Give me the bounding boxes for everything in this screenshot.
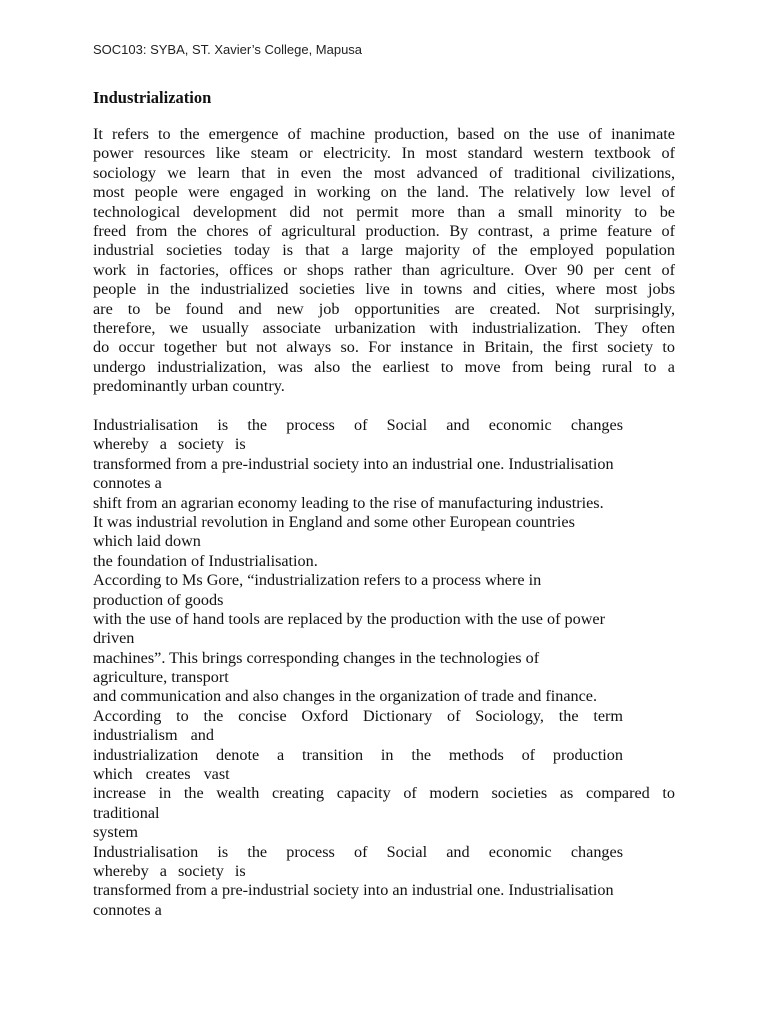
paragraph-line: production of goods xyxy=(93,590,224,609)
paragraph-line: According to the concise Oxford Dictionary of Sociology, the term xyxy=(93,706,623,725)
paragraph-line: Industrialisation is the process of Social and economic changes xyxy=(93,842,623,861)
paragraph-line: people in the industrialized societies live in towns and cities, where most jobs xyxy=(93,280,675,299)
paragraph-line: which creates vast xyxy=(93,765,230,784)
paragraph-line: It was industrial revolution in England and some other European countries xyxy=(93,512,575,531)
section-title: Industrialization xyxy=(93,88,212,107)
paragraph-line: system xyxy=(93,823,138,842)
paragraph-line: connotes a xyxy=(93,474,162,493)
paragraph-line: are to be found and new job opportunities are created. Not surprisingly, xyxy=(93,299,675,318)
paragraph-line: whereby a society is xyxy=(93,861,246,880)
paragraph-line: the foundation of Industrialisation. xyxy=(93,551,318,570)
paragraph-line: connotes a xyxy=(93,900,162,919)
paragraph-line: shift from an agrarian economy leading to the rise of manufacturing industries. xyxy=(93,493,604,512)
paragraph-line: technological development did not permit more than a small minority to be xyxy=(93,202,675,221)
paragraph-line: most people were engaged in working on the land. The relatively low level of xyxy=(93,183,675,202)
paragraph-line: industrialization denote a transition in the methods of production xyxy=(93,745,623,764)
paragraph-line: freed from the chores of agricultural production. By contrast, a prime feature of xyxy=(93,221,675,240)
paragraph-industrialisation-process xyxy=(93,416,675,920)
paragraph-industrialization-definition xyxy=(93,125,675,396)
paragraph-line: therefore, we usually associate urbanization with industrialization. They often xyxy=(93,318,675,337)
paragraph-line: industrial societies today is that a large majority of the employed population xyxy=(93,241,675,260)
paragraph-line: traditional xyxy=(93,803,160,822)
paragraph-line: do occur together but not always so. For instance in Britain, the first society to xyxy=(93,338,675,357)
paragraph-line: sociology we learn that in even the most advanced of traditional civilizations, xyxy=(93,163,675,182)
paragraph-line: agriculture, transport xyxy=(93,668,229,687)
paragraph-line: driven xyxy=(93,629,135,648)
paragraph-line: work in factories, offices or shops rather than agriculture. Over 90 per cent of xyxy=(93,260,675,279)
paragraph-line: transformed from a pre-industrial society into an industrial one. Industrialisation xyxy=(93,881,614,900)
paragraph-line: increase in the wealth creating capacity of modern societies as compared to xyxy=(93,784,675,803)
paragraph-line: and communication and also changes in the organization of trade and finance. xyxy=(93,687,598,706)
paragraph-line: It refers to the emergence of machine production, based on the use of inanimate xyxy=(93,125,675,143)
paragraph-line: whereby a society is xyxy=(93,435,246,454)
paragraph-line: which laid down xyxy=(93,532,201,551)
paragraph-line: with the use of hand tools are replaced by the production with the use of power xyxy=(93,609,606,628)
paragraph-line: power resources like steam or electricity. In most standard western textbook of xyxy=(93,144,675,163)
paragraph-line: machines”. This brings corresponding changes in the technologies of xyxy=(93,648,540,667)
paragraph-line: Industrialisation is the process of Social and economic changes xyxy=(93,416,623,434)
paragraph-line: transformed from a pre-industrial society into an industrial one. Industrialisation xyxy=(93,454,614,473)
page-header: SOC103: SYBA, ST. Xavier’s College, Mapusa xyxy=(93,42,363,57)
paragraph-line: industrialism and xyxy=(93,726,214,745)
paragraph-line: According to Ms Gore, “industrialization refers to a process where in xyxy=(93,571,542,590)
paragraph-line: predominantly urban country. xyxy=(93,377,285,396)
paragraph-line: undergo industrialization, was also the earliest to move from being rural to a xyxy=(93,357,675,376)
